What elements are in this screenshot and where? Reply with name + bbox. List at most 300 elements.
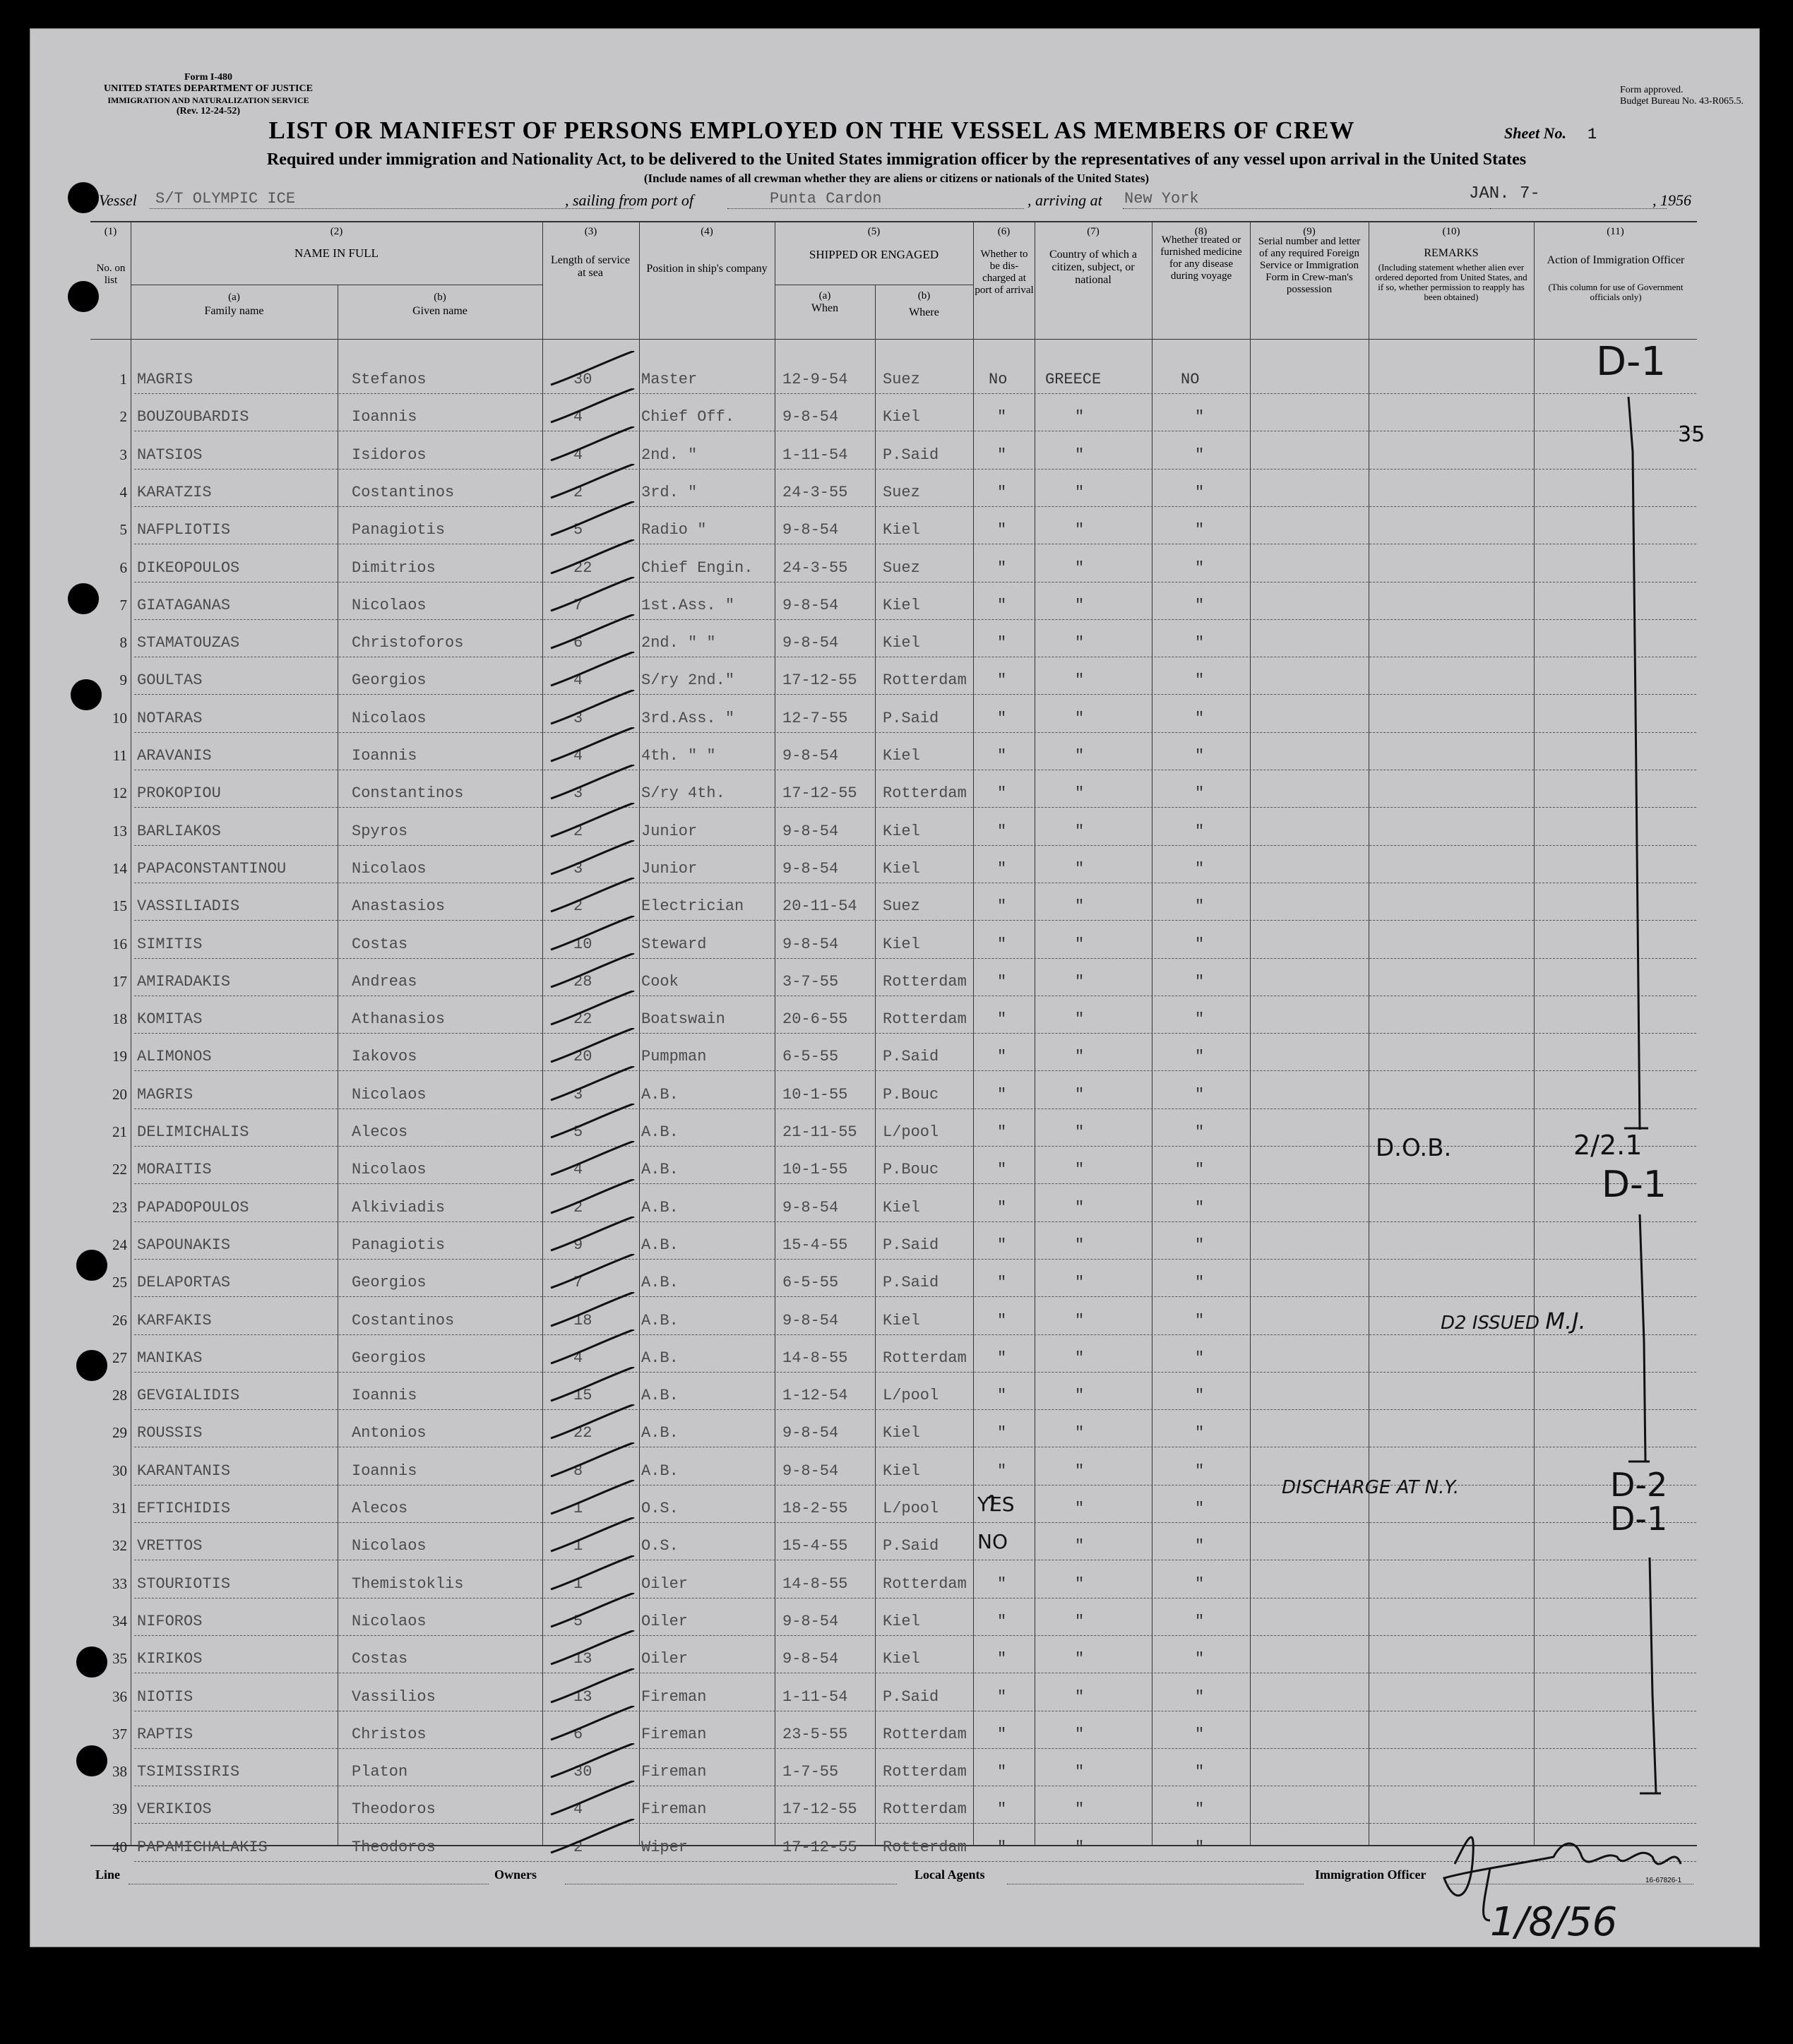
cell-where: Kiel: [883, 1462, 920, 1480]
cell-country: ": [1075, 1274, 1085, 1292]
cell-family: VRETTOS: [137, 1537, 203, 1555]
cell-no: 11: [112, 747, 127, 764]
cell-no: 12: [112, 784, 127, 802]
cell-family: VERIKIOS: [137, 1800, 212, 1819]
cell-no: 3: [119, 446, 127, 463]
cell-position: Radio ": [641, 521, 707, 539]
cell-position: 2nd. " ": [641, 634, 716, 652]
cell-when: 14-8-55: [782, 1574, 848, 1593]
cell-given: Nicolaos: [352, 1085, 427, 1104]
cell-medicine: ": [1195, 935, 1205, 953]
cell-medicine: ": [1195, 1537, 1205, 1555]
cell-where: Kiel: [883, 1424, 920, 1442]
page-title: LIST OR MANIFEST OF PERSONS EMPLOYED ON THE VESSEL AS MEMBERS OF CREW: [268, 116, 1355, 144]
cell-position: Boatswain: [641, 1010, 725, 1029]
cell-medicine: ": [1195, 1198, 1205, 1217]
cell-when: 6-5-55: [782, 1274, 839, 1292]
cell-given: Costas: [352, 935, 408, 953]
cell-where: Rotterdam: [883, 1800, 967, 1819]
cell-discharge: ": [997, 1687, 1007, 1706]
cell-family: NATSIOS: [137, 446, 203, 464]
cell-position: Chief Engin.: [641, 558, 753, 577]
cell-no: 24: [112, 1236, 127, 1253]
sheet-label: Sheet No.: [1504, 124, 1566, 142]
header-remarks: REMARKS: [1424, 247, 1479, 259]
header-given-name: Given name: [412, 305, 467, 317]
cell-medicine: ": [1195, 972, 1205, 991]
cell-country: ": [1075, 1236, 1085, 1254]
cell-given: Ioannis: [352, 1462, 417, 1480]
cell-where: Kiel: [883, 1650, 920, 1668]
cell-country: ": [1075, 1687, 1085, 1706]
cell-where: Rotterdam: [883, 1838, 967, 1856]
cell-service: 3: [573, 784, 583, 803]
cell-no: 14: [112, 859, 127, 877]
cell-where: P.Said: [883, 1048, 939, 1066]
cell-service: 5: [573, 1123, 583, 1141]
cell-position: A.B.: [641, 1462, 679, 1480]
cell-no: 34: [112, 1612, 127, 1630]
cell-when: 9-8-54: [782, 596, 839, 614]
cell-where: P.Said: [883, 1687, 939, 1706]
cell-when: 12-9-54: [782, 371, 848, 388]
cell-service: 1: [573, 1500, 583, 1517]
cell-service: 4: [573, 446, 583, 464]
cell-family: AMIRADAKIS: [137, 972, 231, 991]
cell-family: NIFOROS: [137, 1612, 203, 1630]
cell-discharge: ": [997, 935, 1007, 953]
bracket-line: [1650, 1558, 1656, 1793]
cell-family: VASSILIADIS: [137, 897, 240, 916]
cell-medicine: ": [1195, 1725, 1205, 1743]
cell-family: TSIMISSIRIS: [137, 1763, 240, 1781]
cell-no: 5: [119, 521, 127, 539]
arriving-value: New York: [1124, 190, 1199, 208]
cell-family: PAPAMICHALAKIS: [137, 1838, 268, 1856]
cell-country: ": [1075, 822, 1085, 840]
cell-medicine: ": [1195, 446, 1205, 464]
cell-service: 1: [573, 1537, 583, 1555]
cell-service: 4: [573, 747, 583, 765]
header-no-on-list: No. on list: [96, 263, 126, 286]
cell-medicine: ": [1195, 709, 1205, 727]
vessel-value: S/T OLYMPIC ICE: [155, 190, 296, 208]
cell-where: Kiel: [883, 1311, 920, 1329]
cell-no: 26: [112, 1311, 127, 1329]
cell-given: Panagiotis: [352, 1236, 446, 1254]
cell-no: 1: [119, 371, 127, 388]
cell-position: Cook: [641, 972, 679, 991]
cell-given: Ioannis: [352, 1387, 417, 1405]
cell-position: Pumpman: [641, 1048, 707, 1066]
cell-where: Kiel: [883, 1612, 920, 1630]
sailing-value: Punta Cardon: [770, 190, 882, 208]
cell-position: A.B.: [641, 1274, 679, 1292]
cell-medicine: ": [1195, 1311, 1205, 1329]
header-length-of-service: Length of service at sea: [551, 254, 630, 279]
cell-discharge: ": [997, 521, 1007, 539]
cell-when: 18-2-55: [782, 1500, 848, 1517]
cell-where: Kiel: [883, 859, 920, 878]
cell-family: GIATAGANAS: [137, 596, 231, 614]
cell-where: P.Said: [883, 1274, 939, 1292]
cell-medicine: ": [1195, 1123, 1205, 1141]
cell-when: 24-3-55: [782, 558, 848, 577]
cell-family: BOUZOUBARDIS: [137, 408, 249, 426]
cell-no: 31: [112, 1500, 127, 1517]
cell-service: 7: [573, 596, 583, 614]
cell-service: 9: [573, 1236, 583, 1254]
cell-where: Kiel: [883, 408, 920, 426]
cell-service: 7: [573, 1274, 583, 1292]
cell-where: Rotterdam: [883, 972, 967, 991]
cell-country: ": [1075, 1612, 1085, 1630]
cell-when: 9-8-54: [782, 1311, 839, 1329]
cell-country: ": [1075, 747, 1085, 765]
cell-where: Kiel: [883, 1198, 920, 1217]
cell-family: KIRIKOS: [137, 1650, 203, 1668]
remark-31: DISCHARGE AT N.Y.: [1282, 1477, 1460, 1498]
cell-country: ": [1075, 521, 1085, 539]
cell-family: PROKOPIOU: [137, 784, 221, 803]
cell-position: Oiler: [641, 1612, 689, 1630]
cell-when: 17-12-55: [782, 784, 857, 803]
cell-medicine: ": [1195, 1462, 1205, 1480]
cell-when: 10-1-55: [782, 1085, 848, 1104]
cell-position: A.B.: [641, 1311, 679, 1329]
cell-where: P.Said: [883, 1236, 939, 1254]
cell-country: ": [1075, 1537, 1085, 1555]
cell-discharge: ": [997, 558, 1007, 577]
cell-family: BARLIAKOS: [137, 822, 221, 840]
cell-given: Vassilios: [352, 1687, 436, 1706]
cell-country: ": [1075, 1725, 1085, 1743]
footer-line-label: Line: [95, 1867, 121, 1882]
cell-given: Andreas: [352, 972, 417, 991]
cell-position: 3rd.Ass. ": [641, 709, 735, 727]
cell-position: O.S.: [641, 1500, 679, 1517]
cell-medicine: ": [1195, 1048, 1205, 1066]
cell-country: ": [1075, 972, 1085, 991]
header-medicine: Whether treated or furnished medicine for any disease during voyage: [1160, 234, 1242, 282]
cell-given: Georgios: [352, 1349, 427, 1367]
cell-where: Kiel: [883, 596, 920, 614]
cell-where: P.Said: [883, 1537, 939, 1555]
cell-when: 15-4-55: [782, 1537, 848, 1555]
cell-given: Nicolaos: [352, 596, 427, 614]
cell-given: Nicolaos: [352, 709, 427, 727]
cell-position: Fireman: [641, 1725, 707, 1743]
cell-when: 12-7-55: [782, 709, 848, 727]
cell-when: 20-6-55: [782, 1010, 848, 1029]
cell-service: 4: [573, 671, 583, 690]
cell-discharge: ": [997, 1574, 1007, 1593]
header-country: Country of which a citizen, subject, or national: [1049, 249, 1137, 286]
cell-country: ": [1075, 1650, 1085, 1668]
cell-no: 36: [112, 1687, 127, 1705]
cell-when: 9-8-54: [782, 408, 839, 426]
cell-when: 17-12-55: [782, 1800, 857, 1819]
cell-position: 1st.Ass. ": [641, 596, 735, 614]
cell-discharge: ": [997, 1010, 1007, 1029]
cell-where: Suez: [883, 558, 920, 577]
header-when: When: [811, 302, 839, 314]
cell-medicine: ": [1195, 1161, 1205, 1179]
cell-position: O.S.: [641, 1537, 679, 1555]
cell-family: DIKEOPOULOS: [137, 558, 240, 577]
cell-when: 10-1-55: [782, 1161, 848, 1179]
cell-no: 18: [112, 1010, 127, 1028]
cell-no: 8: [119, 634, 127, 652]
cell-discharge: NO: [977, 1530, 1008, 1554]
cell-where: P.Said: [883, 446, 939, 464]
cell-given: Alecos: [352, 1500, 408, 1517]
cell-when: 9-8-54: [782, 1612, 839, 1630]
footer-agents-label: Local Agents: [915, 1867, 985, 1882]
cell-family: ALIMONOS: [137, 1048, 212, 1066]
cell-given: Nicolaos: [352, 859, 427, 878]
cell-country: ": [1075, 859, 1085, 878]
officer-date: 1/8/56: [1490, 1899, 1618, 1945]
cell-position: S/ry 4th.: [641, 784, 725, 803]
cell-medicine: ": [1195, 634, 1205, 652]
footer-owners-label: Owners: [494, 1867, 537, 1882]
cell-position: A.B.: [641, 1123, 679, 1141]
cell-country: ": [1075, 784, 1085, 803]
cell-discharge: ": [997, 747, 1007, 765]
cell-discharge: ": [997, 1612, 1007, 1630]
cell-where: Kiel: [883, 935, 920, 953]
col-number: (6): [997, 226, 1011, 237]
cell-no: 33: [112, 1574, 127, 1592]
cell-service: 2: [573, 897, 583, 916]
cell-when: 17-12-55: [782, 671, 857, 690]
header-discharge: Whether to be dis-charged at port of arrival: [975, 249, 1034, 296]
cell-discharge: ": [997, 784, 1007, 803]
cell-discharge: ": [997, 822, 1007, 840]
cell-service: 2: [573, 822, 583, 840]
col-number: (7): [1087, 226, 1100, 237]
cell-service: 2: [573, 483, 583, 501]
cell-medicine: ": [1195, 1500, 1205, 1517]
cell-family: ROUSSIS: [137, 1424, 203, 1442]
cell-no: 20: [112, 1085, 127, 1103]
cell-country: ": [1075, 1085, 1085, 1104]
cell-discharge: ": [997, 972, 1007, 991]
cell-country: ": [1075, 1763, 1085, 1781]
cell-family: NIOTIS: [137, 1687, 193, 1706]
budget-bureau-line: Budget Bureau No. 43-R065.5.: [1620, 96, 1744, 107]
cell-position: Fireman: [641, 1687, 707, 1706]
cell-service: 3: [573, 1085, 583, 1104]
cell-position: Junior: [641, 822, 698, 840]
cell-where: Rotterdam: [883, 1763, 967, 1781]
cell-service: 4: [573, 1349, 583, 1367]
cell-no: 21: [112, 1123, 127, 1140]
remark-27-text: D2 ISSUED: [1441, 1313, 1540, 1334]
cell-no: 25: [112, 1274, 127, 1291]
cell-service: 10: [573, 935, 592, 953]
cell-medicine: ": [1195, 1424, 1205, 1442]
cell-no: 27: [112, 1349, 127, 1366]
cell-service: 20: [573, 1048, 592, 1066]
header-remarks-note: (Including statement whether alien ever ordered deported from United States, and if so, whether permission to reapply has been obtained): [1375, 262, 1527, 302]
col-number: (5): [867, 226, 881, 237]
cell-family: KARFAKIS: [137, 1311, 212, 1329]
cell-country: ": [1075, 1123, 1085, 1141]
col-number: (2): [330, 226, 343, 237]
cell-given: Georgios: [352, 1274, 427, 1292]
action-22: 2/2.1: [1573, 1130, 1643, 1161]
cell-country: ": [1075, 1387, 1085, 1405]
cell-where: Kiel: [883, 521, 920, 539]
cell-country: ": [1075, 897, 1085, 916]
department-name: UNITED STATES DEPARTMENT OF JUSTICE: [104, 83, 313, 94]
cell-discharge: ": [997, 1763, 1007, 1781]
cell-country: ": [1075, 1161, 1085, 1179]
cell-family: SAPOUNAKIS: [137, 1236, 231, 1254]
cell-no: 19: [112, 1048, 127, 1065]
cell-medicine: ": [1195, 1763, 1205, 1781]
cell-when: 6-5-55: [782, 1048, 839, 1066]
cell-discharge: ": [997, 1311, 1007, 1329]
cell-family: EFTICHIDIS: [137, 1500, 231, 1517]
cell-country: ": [1075, 634, 1085, 652]
header-position: Position in ship's company: [646, 263, 768, 275]
cell-position: Chief Off.: [641, 408, 735, 426]
cell-no: 38: [112, 1763, 127, 1781]
print-code: 16-67826-1: [1645, 1877, 1682, 1884]
cell-medicine: ": [1195, 1085, 1205, 1104]
cell-when: 14-8-55: [782, 1349, 848, 1367]
cell-country: ": [1075, 1424, 1085, 1442]
cell-service: 2: [573, 1838, 583, 1856]
form-number: Form I-480: [184, 72, 233, 83]
cell-family: STOURIOTIS: [137, 1574, 231, 1593]
cell-given: Constantinos: [352, 784, 464, 803]
cell-family: SIMITIS: [137, 935, 203, 953]
header-shipped-or-engaged: SHIPPED OR ENGAGED: [809, 248, 939, 261]
cell-country: ": [1075, 935, 1085, 953]
cell-service: 8: [573, 1462, 583, 1480]
cell-given: Alecos: [352, 1123, 408, 1141]
cell-discharge: ": [997, 709, 1007, 727]
cell-position: A.B.: [641, 1198, 679, 1217]
cell-where: Suez: [883, 897, 920, 916]
cell-given: Stefanos: [352, 371, 427, 388]
cell-given: Georgios: [352, 671, 427, 690]
header-letter: (b): [917, 290, 931, 301]
cell-position: 3rd. ": [641, 483, 698, 501]
cell-family: PAPADOPOULOS: [137, 1198, 249, 1217]
cell-given: Iakovos: [352, 1048, 417, 1066]
col-number: (11): [1607, 226, 1624, 237]
cell-family: KARATZIS: [137, 483, 212, 501]
cell-service: 30: [573, 1763, 592, 1781]
cell-medicine: ": [1195, 1838, 1205, 1856]
cell-when: 15-4-55: [782, 1236, 848, 1254]
cell-medicine: ": [1195, 747, 1205, 765]
cell-discharge: No: [989, 371, 1008, 388]
col-number: (10): [1442, 226, 1460, 237]
cell-medicine: ": [1195, 558, 1205, 577]
cell-country: ": [1075, 1462, 1085, 1480]
cell-medicine: ": [1195, 596, 1205, 614]
cell-country: ": [1075, 596, 1085, 614]
cell-position: A.B.: [641, 1085, 679, 1104]
cell-where: Rotterdam: [883, 1349, 967, 1367]
cell-service: 28: [573, 972, 592, 991]
header-name-in-full: NAME IN FULL: [294, 246, 379, 260]
cell-position: 2nd. ": [641, 446, 698, 464]
cell-medicine: ": [1195, 1349, 1205, 1367]
cell-where: P.Said: [883, 709, 939, 727]
cell-when: 9-8-54: [782, 634, 839, 652]
cell-no: 30: [112, 1462, 127, 1479]
cell-position: Oiler: [641, 1650, 689, 1668]
cell-given: Isidoros: [352, 446, 427, 464]
cell-no: 4: [119, 483, 127, 501]
cell-position: Wiper: [641, 1838, 689, 1856]
cell-service: 22: [573, 1010, 592, 1029]
cell-family: MANIKAS: [137, 1349, 203, 1367]
remark-22: D.O.B.: [1376, 1134, 1452, 1162]
header-family-name: Family name: [204, 305, 264, 317]
action-23: D-1: [1602, 1164, 1667, 1206]
cell-medicine: ": [1195, 1387, 1205, 1405]
cell-no: 35: [112, 1650, 127, 1668]
cell-position: A.B.: [641, 1236, 679, 1254]
cell-no: 29: [112, 1424, 127, 1442]
cell-family: GEVGIALIDIS: [137, 1387, 240, 1405]
cell-where: Rotterdam: [883, 784, 967, 803]
cell-family: NOTARAS: [137, 709, 203, 727]
cell-no: 2: [119, 408, 127, 426]
cell-given: Nicolaos: [352, 1161, 427, 1179]
cell-discharge: ": [997, 596, 1007, 614]
col-number: (8): [1194, 226, 1208, 237]
cell-country: ": [1075, 1010, 1085, 1029]
cell-no: 39: [112, 1800, 127, 1818]
cell-discharge: YES: [977, 1493, 1015, 1516]
action-1: D-1: [1596, 339, 1666, 385]
cell-country: ": [1075, 1838, 1085, 1856]
cell-no: 9: [119, 671, 127, 689]
cell-given: Athanasios: [352, 1010, 446, 1029]
header-letter: (a): [818, 290, 831, 301]
col-number: (9): [1303, 226, 1316, 237]
cell-service: 3: [573, 709, 583, 727]
officer-signature: [1444, 1837, 1681, 1896]
cell-where: Suez: [883, 483, 920, 501]
cell-given: Antonios: [352, 1424, 427, 1442]
cell-given: Costantinos: [352, 483, 455, 501]
header-where: Where: [909, 306, 939, 318]
cell-country: ": [1075, 709, 1085, 727]
vessel-label: Vessel: [99, 191, 137, 209]
cell-where: L/pool: [883, 1500, 939, 1517]
cell-service: 5: [573, 1612, 583, 1630]
cell-country: ": [1075, 558, 1085, 577]
cell-when: 9-8-54: [782, 822, 839, 840]
cell-no: 15: [112, 897, 127, 915]
cell-no: 22: [112, 1161, 127, 1178]
cell-position: Fireman: [641, 1763, 707, 1781]
header-letter: (b): [434, 292, 446, 303]
cell-when: 23-5-55: [782, 1725, 848, 1743]
col-number: (4): [701, 226, 713, 237]
cell-discharge: ": [997, 1198, 1007, 1217]
